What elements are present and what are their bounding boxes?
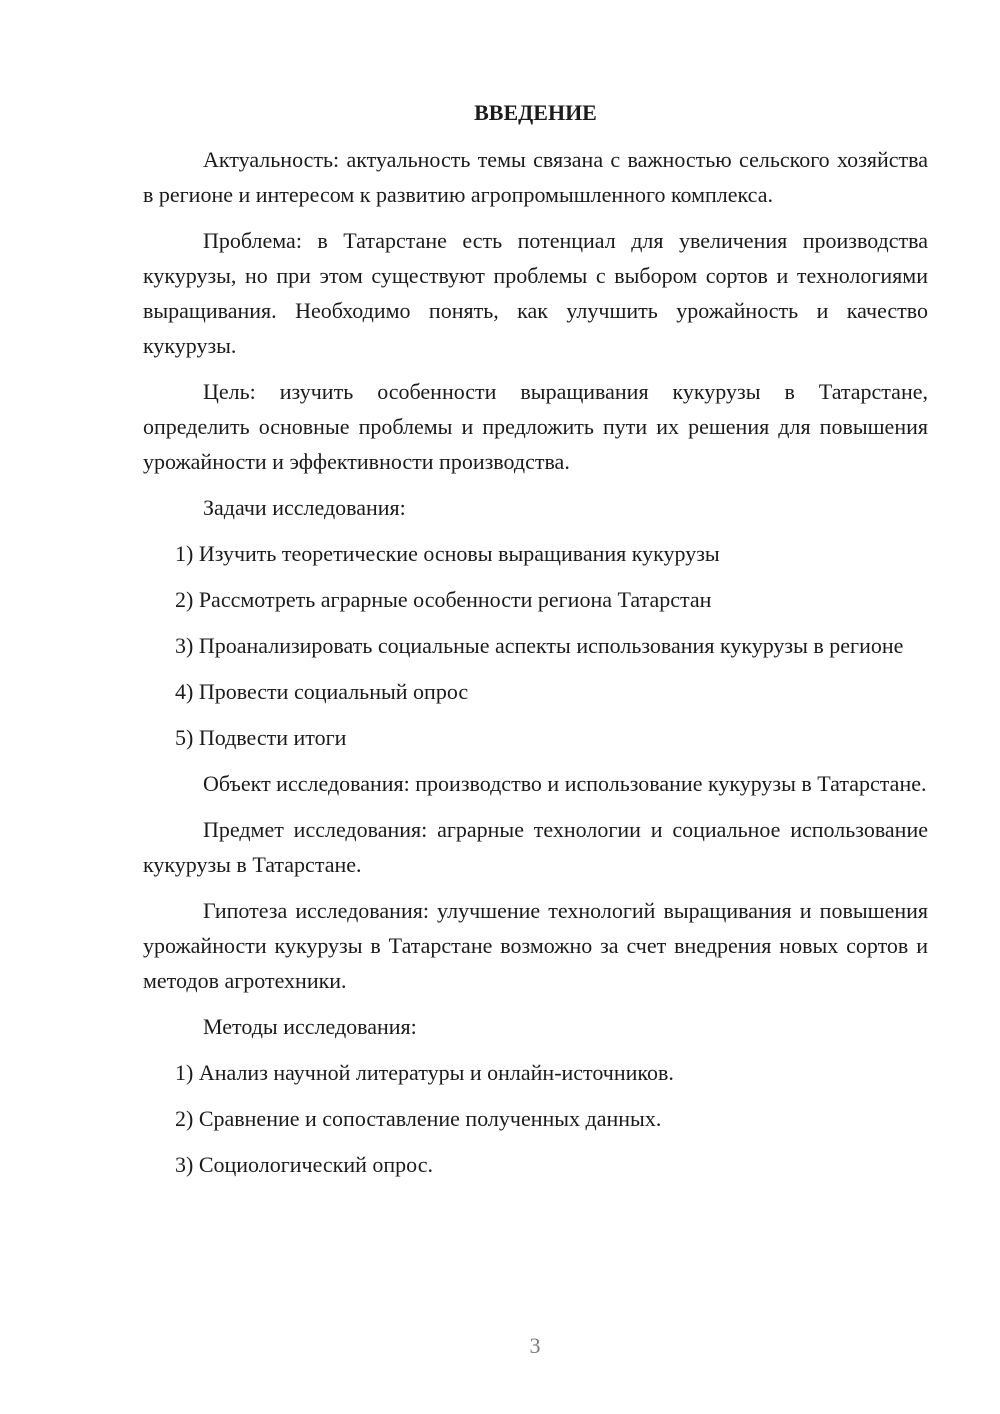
hypothesis-paragraph: Гипотеза исследования: улучшение технологий выращивания и повышения урожайности кукурузы в Татарстане возможно за счет внедрения новых сортов и методов агротехники. (143, 898, 928, 993)
tasks-heading: Задачи исследования: (203, 495, 406, 520)
task-item: 1) Изучить теоретические основы выращивания кукурузы (175, 541, 720, 566)
method-item: 1) Анализ научной литературы и онлайн-источников. (175, 1060, 674, 1085)
relevance-paragraph: Актуальность: актуальность темы связана с важностью сельского хозяйства в регионе и интересом к развитию агропромышленного комплекса. (143, 147, 928, 207)
task-item: 4) Провести социальный опрос (175, 679, 469, 704)
page-content (143, 95, 928, 1193)
page-number: 3 (529, 1333, 541, 1358)
task-item: 2) Рассмотреть аграрные особенности региона Татарстан (175, 587, 712, 612)
task-item: 3) Проанализировать социальные аспекты использования кукурузы в регионе (175, 633, 904, 658)
goal-paragraph: Цель: изучить особенности выращивания кукурузы в Татарстане, определить основные проблемы и предложить пути их решения для повышения урожайности и эффективности производства. (143, 379, 928, 474)
methods-heading: Методы исследования: (203, 1014, 417, 1039)
method-item: 2) Сравнение и сопоставление полученных данных. (175, 1106, 662, 1131)
method-item: 3) Социологический опрос. (175, 1152, 433, 1177)
object-paragraph: Объект исследования: производство и использование кукурузы в Татарстане. (203, 771, 927, 796)
task-item: 5) Подвести итоги (175, 725, 347, 750)
subject-paragraph: Предмет исследования: аграрные технологии и социальное использование кукурузы в Татарстане. (143, 817, 928, 877)
page-title: ВВЕДЕНИЕ (474, 100, 597, 125)
problem-paragraph: Проблема: в Татарстане есть потенциал для увеличения производства кукурузы, но при этом существуют проблемы с выбором сортов и технологиями выращивания. Необходимо понять, как улучшить урожайность и качество кукурузы. (143, 228, 928, 358)
